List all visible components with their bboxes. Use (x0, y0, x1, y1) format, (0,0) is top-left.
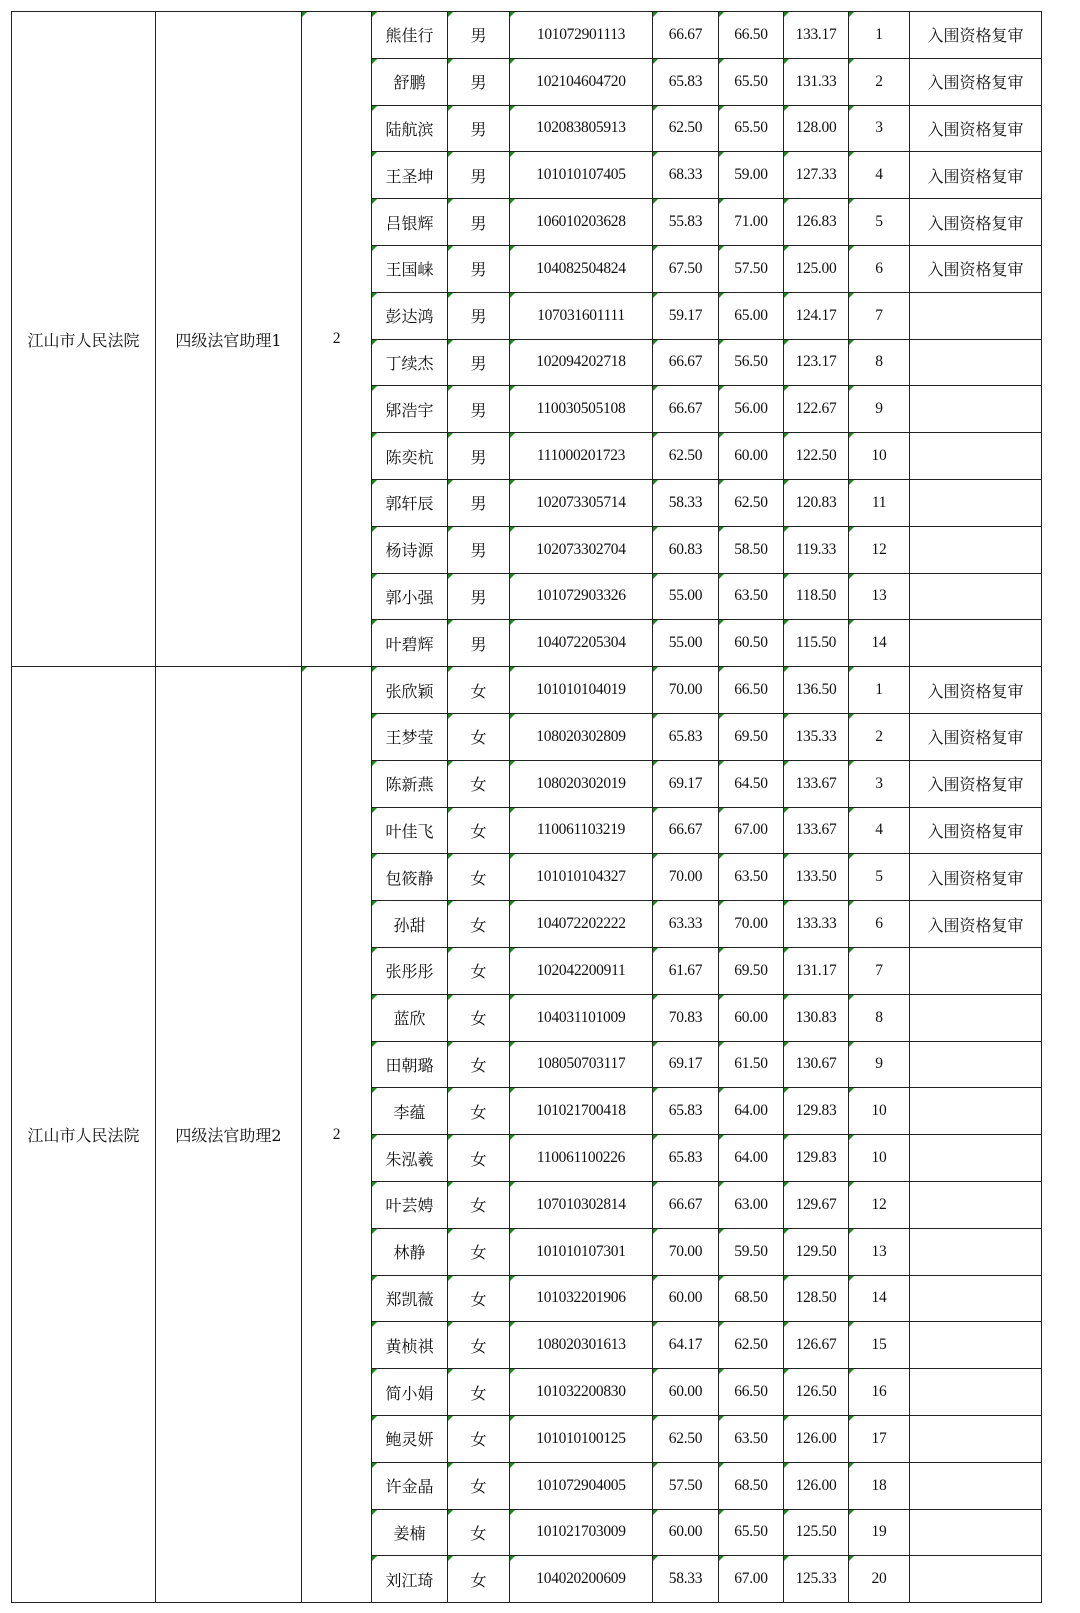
gender-cell: 女 (448, 1322, 510, 1369)
exam-id-cell: 104020200609 (510, 1556, 653, 1603)
exam-id-cell: 102083805913 (510, 105, 653, 152)
total-score-cell: 118.50 (784, 573, 849, 620)
exam-id-cell: 101032200830 (510, 1369, 653, 1416)
candidate-name-cell: 林静 (372, 1228, 448, 1275)
gender-cell: 男 (448, 479, 510, 526)
remark-cell (910, 526, 1042, 573)
total-score-cell: 129.50 (784, 1228, 849, 1275)
remark-cell: 入围资格复审 (910, 105, 1042, 152)
total-score-cell: 119.33 (784, 526, 849, 573)
score-1-cell: 70.00 (653, 1228, 719, 1275)
rank-cell: 13 (849, 1228, 910, 1275)
score-1-cell: 66.67 (653, 386, 719, 433)
rank-cell: 6 (849, 901, 910, 948)
rank-cell: 1 (849, 667, 910, 714)
candidate-name-cell: 陆航滨 (372, 105, 448, 152)
remark-cell: 入围资格复审 (910, 245, 1042, 292)
score-1-cell: 58.33 (653, 479, 719, 526)
exam-id-cell: 101032201906 (510, 1275, 653, 1322)
total-score-cell: 133.67 (784, 760, 849, 807)
score-1-cell: 64.17 (653, 1322, 719, 1369)
score-1-cell: 67.50 (653, 245, 719, 292)
remark-cell (910, 1135, 1042, 1182)
gender-cell: 男 (448, 12, 510, 59)
rank-cell: 5 (849, 854, 910, 901)
exam-id-cell: 104072205304 (510, 620, 653, 667)
candidate-name-cell: 王国崃 (372, 245, 448, 292)
total-score-cell: 133.50 (784, 854, 849, 901)
score-2-cell: 58.50 (719, 526, 784, 573)
candidate-name-cell: 叶碧辉 (372, 620, 448, 667)
candidate-name-cell: 吕银辉 (372, 199, 448, 246)
gender-cell: 男 (448, 152, 510, 199)
gender-cell: 女 (448, 1509, 510, 1556)
rank-cell: 8 (849, 339, 910, 386)
score-1-cell: 57.50 (653, 1462, 719, 1509)
exam-id-cell: 101010104019 (510, 667, 653, 714)
total-score-cell: 131.17 (784, 947, 849, 994)
score-1-cell: 62.50 (653, 1415, 719, 1462)
rank-cell: 12 (849, 526, 910, 573)
candidate-name-cell: 郳浩宇 (372, 386, 448, 433)
exam-id-cell: 101010104327 (510, 854, 653, 901)
gender-cell: 女 (448, 807, 510, 854)
total-score-cell: 124.17 (784, 292, 849, 339)
exam-id-cell: 102073302704 (510, 526, 653, 573)
exam-id-cell: 108050703117 (510, 1041, 653, 1088)
remark-cell (910, 1181, 1042, 1228)
score-1-cell: 69.17 (653, 760, 719, 807)
gender-cell: 男 (448, 526, 510, 573)
score-1-cell: 62.50 (653, 433, 719, 480)
score-2-cell: 66.50 (719, 667, 784, 714)
remark-cell (910, 947, 1042, 994)
candidate-name-cell: 蓝欣 (372, 994, 448, 1041)
exam-id-cell: 106010203628 (510, 199, 653, 246)
candidate-name-cell: 舒鹏 (372, 58, 448, 105)
score-2-cell: 66.50 (719, 12, 784, 59)
score-2-cell: 68.50 (719, 1462, 784, 1509)
total-score-cell: 136.50 (784, 667, 849, 714)
score-1-cell: 66.67 (653, 1181, 719, 1228)
total-score-cell: 129.67 (784, 1181, 849, 1228)
exam-id-cell: 104072202222 (510, 901, 653, 948)
rank-cell: 7 (849, 292, 910, 339)
remark-cell: 入围资格复审 (910, 58, 1042, 105)
exam-id-cell: 101010107301 (510, 1228, 653, 1275)
total-score-cell: 131.33 (784, 58, 849, 105)
exam-id-cell: 101010107405 (510, 152, 653, 199)
score-2-cell: 64.00 (719, 1135, 784, 1182)
candidate-name-cell: 杨诗源 (372, 526, 448, 573)
gender-cell: 女 (448, 1369, 510, 1416)
total-score-cell: 129.83 (784, 1088, 849, 1135)
remark-cell (910, 1322, 1042, 1369)
gender-cell: 男 (448, 386, 510, 433)
remark-cell: 入围资格复审 (910, 901, 1042, 948)
candidate-name-cell: 丁续杰 (372, 339, 448, 386)
score-2-cell: 59.50 (719, 1228, 784, 1275)
rank-cell: 17 (849, 1415, 910, 1462)
score-2-cell: 65.50 (719, 58, 784, 105)
score-1-cell: 60.00 (653, 1275, 719, 1322)
exam-id-cell: 107031601111 (510, 292, 653, 339)
gender-cell: 男 (448, 433, 510, 480)
gender-cell: 男 (448, 105, 510, 152)
exam-id-cell: 101072901113 (510, 12, 653, 59)
table-row (12, 12, 1042, 59)
remark-cell: 入围资格复审 (910, 12, 1042, 59)
score-2-cell: 65.50 (719, 1509, 784, 1556)
rank-cell: 18 (849, 1462, 910, 1509)
gender-cell: 女 (448, 760, 510, 807)
remark-cell (910, 1509, 1042, 1556)
score-2-cell: 67.00 (719, 807, 784, 854)
exam-id-cell: 107010302814 (510, 1181, 653, 1228)
exam-id-cell: 111000201723 (510, 433, 653, 480)
remark-cell (910, 1369, 1042, 1416)
total-score-cell: 135.33 (784, 713, 849, 760)
total-score-cell: 125.33 (784, 1556, 849, 1603)
exam-id-cell: 108020301613 (510, 1322, 653, 1369)
candidate-name-cell: 张欣颖 (372, 667, 448, 714)
remark-cell (910, 1556, 1042, 1603)
rank-cell: 2 (849, 58, 910, 105)
remark-cell (910, 1088, 1042, 1135)
score-1-cell: 66.67 (653, 807, 719, 854)
total-score-cell: 126.00 (784, 1462, 849, 1509)
score-2-cell: 68.50 (719, 1275, 784, 1322)
exam-id-cell: 110030505108 (510, 386, 653, 433)
exam-id-cell: 102104604720 (510, 58, 653, 105)
total-score-cell: 133.67 (784, 807, 849, 854)
candidate-name-cell: 张彤彤 (372, 947, 448, 994)
total-score-cell: 122.50 (784, 433, 849, 480)
total-score-cell: 128.50 (784, 1275, 849, 1322)
score-1-cell: 69.17 (653, 1041, 719, 1088)
exam-id-cell: 104031101009 (510, 994, 653, 1041)
score-1-cell: 70.83 (653, 994, 719, 1041)
rank-cell: 10 (849, 1135, 910, 1182)
rank-cell: 10 (849, 1088, 910, 1135)
candidate-name-cell: 王梦莹 (372, 713, 448, 760)
candidate-name-cell: 姜楠 (372, 1509, 448, 1556)
score-2-cell: 57.50 (719, 245, 784, 292)
score-2-cell: 63.50 (719, 854, 784, 901)
remark-cell (910, 1415, 1042, 1462)
score-2-cell: 64.00 (719, 1088, 784, 1135)
candidate-name-cell: 简小娟 (372, 1369, 448, 1416)
candidate-name-cell: 李蕴 (372, 1088, 448, 1135)
exam-id-cell: 108020302019 (510, 760, 653, 807)
exam-id-cell: 101021700418 (510, 1088, 653, 1135)
score-1-cell: 60.00 (653, 1509, 719, 1556)
total-score-cell: 115.50 (784, 620, 849, 667)
score-2-cell: 56.00 (719, 386, 784, 433)
candidate-name-cell: 黄桢祺 (372, 1322, 448, 1369)
remark-cell (910, 620, 1042, 667)
score-1-cell: 55.00 (653, 573, 719, 620)
score-1-cell: 55.83 (653, 199, 719, 246)
score-2-cell: 60.50 (719, 620, 784, 667)
remark-cell (910, 1275, 1042, 1322)
exam-id-cell: 110061103219 (510, 807, 653, 854)
score-2-cell: 71.00 (719, 199, 784, 246)
score-1-cell: 66.67 (653, 339, 719, 386)
gender-cell: 男 (448, 245, 510, 292)
exam-id-cell: 110061100226 (510, 1135, 653, 1182)
gender-cell: 女 (448, 1041, 510, 1088)
score-1-cell: 70.00 (653, 667, 719, 714)
rank-cell: 2 (849, 713, 910, 760)
score-1-cell: 65.83 (653, 1135, 719, 1182)
candidate-name-cell: 郑凯薇 (372, 1275, 448, 1322)
score-2-cell: 67.00 (719, 1556, 784, 1603)
remark-cell (910, 1228, 1042, 1275)
gender-cell: 女 (448, 1228, 510, 1275)
rank-cell: 14 (849, 1275, 910, 1322)
exam-id-cell: 102073305714 (510, 479, 653, 526)
rank-cell: 15 (849, 1322, 910, 1369)
score-2-cell: 63.50 (719, 1415, 784, 1462)
gender-cell: 女 (448, 947, 510, 994)
total-score-cell: 128.00 (784, 105, 849, 152)
score-2-cell: 60.00 (719, 433, 784, 480)
remark-cell: 入围资格复审 (910, 807, 1042, 854)
score-2-cell: 64.50 (719, 760, 784, 807)
rank-cell: 12 (849, 1181, 910, 1228)
quota-cell: 2 (302, 667, 372, 1603)
rank-cell: 4 (849, 807, 910, 854)
score-1-cell: 55.00 (653, 620, 719, 667)
total-score-cell: 126.67 (784, 1322, 849, 1369)
remark-cell (910, 1462, 1042, 1509)
gender-cell: 女 (448, 1088, 510, 1135)
remark-cell: 入围资格复审 (910, 667, 1042, 714)
score-1-cell: 68.33 (653, 152, 719, 199)
score-2-cell: 62.50 (719, 1322, 784, 1369)
rank-cell: 7 (849, 947, 910, 994)
exam-id-cell: 102042200911 (510, 947, 653, 994)
rank-cell: 8 (849, 994, 910, 1041)
score-1-cell: 65.83 (653, 58, 719, 105)
score-2-cell: 60.00 (719, 994, 784, 1041)
exam-id-cell: 101072903326 (510, 573, 653, 620)
gender-cell: 女 (448, 1556, 510, 1603)
gender-cell: 女 (448, 713, 510, 760)
gender-cell: 男 (448, 573, 510, 620)
exam-id-cell: 101072904005 (510, 1462, 653, 1509)
results-sheet (11, 11, 1042, 1603)
total-score-cell: 125.50 (784, 1509, 849, 1556)
rank-cell: 6 (849, 245, 910, 292)
candidate-name-cell: 包筱静 (372, 854, 448, 901)
exam-id-cell: 102094202718 (510, 339, 653, 386)
total-score-cell: 127.33 (784, 152, 849, 199)
rank-cell: 9 (849, 1041, 910, 1088)
gender-cell: 女 (448, 1462, 510, 1509)
gender-cell: 女 (448, 1181, 510, 1228)
candidate-name-cell: 田朝璐 (372, 1041, 448, 1088)
remark-cell (910, 573, 1042, 620)
score-2-cell: 65.50 (719, 105, 784, 152)
score-2-cell: 69.50 (719, 947, 784, 994)
score-1-cell: 70.00 (653, 854, 719, 901)
remark-cell (910, 339, 1042, 386)
total-score-cell: 129.83 (784, 1135, 849, 1182)
gender-cell: 女 (448, 1135, 510, 1182)
remark-cell: 入围资格复审 (910, 713, 1042, 760)
gender-cell: 男 (448, 58, 510, 105)
gender-cell: 男 (448, 292, 510, 339)
candidate-name-cell: 王圣坤 (372, 152, 448, 199)
gender-cell: 女 (448, 1275, 510, 1322)
position-cell: 四级法官助理1 (156, 12, 302, 667)
gender-cell: 女 (448, 994, 510, 1041)
rank-cell: 20 (849, 1556, 910, 1603)
gender-cell: 女 (448, 901, 510, 948)
score-1-cell: 65.83 (653, 713, 719, 760)
score-1-cell: 60.83 (653, 526, 719, 573)
total-score-cell: 120.83 (784, 479, 849, 526)
total-score-cell: 126.50 (784, 1369, 849, 1416)
score-2-cell: 65.00 (719, 292, 784, 339)
table-row (12, 667, 1042, 714)
results-table-body (12, 12, 1042, 1603)
total-score-cell: 126.00 (784, 1415, 849, 1462)
total-score-cell: 133.33 (784, 901, 849, 948)
candidate-name-cell: 鲍灵妍 (372, 1415, 448, 1462)
exam-id-cell: 108020302809 (510, 713, 653, 760)
gender-cell: 女 (448, 1415, 510, 1462)
score-2-cell: 70.00 (719, 901, 784, 948)
candidate-name-cell: 陈新燕 (372, 760, 448, 807)
score-1-cell: 61.67 (653, 947, 719, 994)
score-1-cell: 59.17 (653, 292, 719, 339)
score-2-cell: 61.50 (719, 1041, 784, 1088)
candidate-name-cell: 郭小强 (372, 573, 448, 620)
score-2-cell: 56.50 (719, 339, 784, 386)
candidate-name-cell: 许金晶 (372, 1462, 448, 1509)
candidate-name-cell: 叶芸娉 (372, 1181, 448, 1228)
candidate-name-cell: 叶佳飞 (372, 807, 448, 854)
total-score-cell: 125.00 (784, 245, 849, 292)
score-1-cell: 63.33 (653, 901, 719, 948)
candidate-name-cell: 刘江琦 (372, 1556, 448, 1603)
score-2-cell: 63.00 (719, 1181, 784, 1228)
candidate-name-cell: 孙甜 (372, 901, 448, 948)
score-2-cell: 66.50 (719, 1369, 784, 1416)
remark-cell: 入围资格复审 (910, 152, 1042, 199)
rank-cell: 16 (849, 1369, 910, 1416)
remark-cell: 入围资格复审 (910, 199, 1042, 246)
rank-cell: 10 (849, 433, 910, 480)
gender-cell: 女 (448, 854, 510, 901)
position-cell: 四级法官助理2 (156, 667, 302, 1603)
total-score-cell: 122.67 (784, 386, 849, 433)
remark-cell: 入围资格复审 (910, 854, 1042, 901)
rank-cell: 3 (849, 760, 910, 807)
results-table (11, 11, 1042, 1603)
remark-cell (910, 433, 1042, 480)
score-2-cell: 63.50 (719, 573, 784, 620)
rank-cell: 13 (849, 573, 910, 620)
unit-cell: 江山市人民法院 (12, 667, 156, 1603)
candidate-name-cell: 朱泓羲 (372, 1135, 448, 1182)
total-score-cell: 130.83 (784, 994, 849, 1041)
score-2-cell: 59.00 (719, 152, 784, 199)
candidate-name-cell: 郭轩辰 (372, 479, 448, 526)
score-1-cell: 60.00 (653, 1369, 719, 1416)
remark-cell (910, 1041, 1042, 1088)
gender-cell: 男 (448, 339, 510, 386)
quota-cell: 2 (302, 12, 372, 667)
score-1-cell: 66.67 (653, 12, 719, 59)
rank-cell: 4 (849, 152, 910, 199)
rank-cell: 5 (849, 199, 910, 246)
remark-cell (910, 386, 1042, 433)
total-score-cell: 126.83 (784, 199, 849, 246)
remark-cell (910, 292, 1042, 339)
score-1-cell: 62.50 (653, 105, 719, 152)
total-score-cell: 130.67 (784, 1041, 849, 1088)
rank-cell: 11 (849, 479, 910, 526)
gender-cell: 男 (448, 199, 510, 246)
gender-cell: 女 (448, 667, 510, 714)
remark-cell (910, 994, 1042, 1041)
remark-cell (910, 479, 1042, 526)
rank-cell: 3 (849, 105, 910, 152)
score-2-cell: 62.50 (719, 479, 784, 526)
score-2-cell: 69.50 (719, 713, 784, 760)
exam-id-cell: 101010100125 (510, 1415, 653, 1462)
candidate-name-cell: 陈奕杭 (372, 433, 448, 480)
exam-id-cell: 101021703009 (510, 1509, 653, 1556)
rank-cell: 1 (849, 12, 910, 59)
score-1-cell: 58.33 (653, 1556, 719, 1603)
gender-cell: 男 (448, 620, 510, 667)
total-score-cell: 123.17 (784, 339, 849, 386)
rank-cell: 14 (849, 620, 910, 667)
rank-cell: 19 (849, 1509, 910, 1556)
candidate-name-cell: 熊佳行 (372, 12, 448, 59)
total-score-cell: 133.17 (784, 12, 849, 59)
candidate-name-cell: 彭达鸿 (372, 292, 448, 339)
unit-cell: 江山市人民法院 (12, 12, 156, 667)
rank-cell: 9 (849, 386, 910, 433)
exam-id-cell: 104082504824 (510, 245, 653, 292)
score-1-cell: 65.83 (653, 1088, 719, 1135)
remark-cell: 入围资格复审 (910, 760, 1042, 807)
